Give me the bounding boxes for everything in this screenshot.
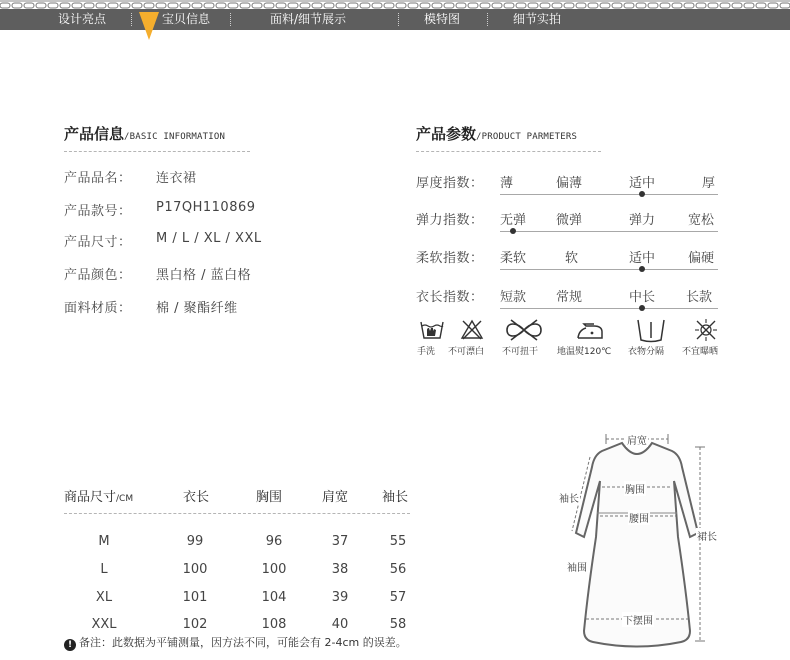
chain-link	[384, 3, 394, 8]
chain-link	[744, 3, 754, 8]
param-label-thickness: 厚度指数：	[416, 176, 484, 191]
info-value-size: M / L / XL / XXL	[156, 231, 262, 246]
nav-item-fabric-details[interactable]: 面料/细节展示	[270, 12, 347, 26]
chain-link	[264, 3, 274, 8]
param-option: 无弹	[500, 213, 527, 228]
diagram-label-cuff: 袖围	[566, 559, 588, 574]
diagram-label-sleeve: 袖长	[558, 490, 580, 505]
chain-link	[180, 3, 190, 8]
chain-link	[168, 3, 178, 8]
info-value-style-no: P17QH110869	[156, 200, 256, 215]
hand-wash-icon	[418, 318, 446, 342]
size-table-divider	[64, 513, 410, 514]
chain-link	[216, 3, 226, 8]
chain-link	[228, 3, 238, 8]
chain-link	[348, 3, 358, 8]
decorative-chain-border	[0, 0, 790, 9]
chain-link	[612, 3, 622, 8]
param-selected-dot	[510, 228, 516, 234]
size-table-title	[64, 486, 133, 505]
nav-item-model-photos[interactable]: 模特图	[424, 12, 461, 26]
size-cell-size: M	[98, 534, 110, 549]
chain-link	[468, 3, 478, 8]
chain-link	[636, 3, 646, 8]
diagram-label-waist: 腰围	[628, 510, 650, 525]
size-cell: 96	[265, 534, 283, 549]
chain-link	[300, 3, 310, 8]
param-selected-dot	[639, 266, 645, 272]
chain-link	[288, 3, 298, 8]
chain-link	[0, 3, 10, 8]
nav-item-detail-shots[interactable]: 细节实拍	[513, 12, 562, 26]
chain-link	[144, 3, 154, 8]
chain-link	[492, 3, 502, 8]
param-option: 适中	[629, 176, 656, 191]
size-cell-size: XL	[95, 590, 113, 605]
info-label-style-no: 产品款号：	[64, 204, 132, 219]
chain-link	[60, 3, 70, 8]
active-nav-marker	[139, 12, 159, 40]
chain-link	[684, 3, 694, 8]
param-option: 偏硬	[688, 251, 715, 266]
size-col-chest: 胸围	[256, 490, 283, 505]
chain-link	[420, 3, 430, 8]
chain-link	[156, 3, 166, 8]
chain-link	[96, 3, 106, 8]
param-option: 薄	[500, 176, 514, 191]
chain-link	[432, 3, 442, 8]
chain-link	[84, 3, 94, 8]
chain-link	[240, 3, 250, 8]
care-label-separate: 衣物分隔	[628, 347, 665, 357]
chain-link	[360, 3, 370, 8]
chain-link	[696, 3, 706, 8]
nav-separator	[131, 13, 132, 26]
chain-link	[588, 3, 598, 8]
care-label-no-sun: 不宜曝晒	[682, 347, 719, 357]
diagram-label-hem: 下摆围	[622, 612, 654, 627]
param-option: 厚	[702, 176, 716, 191]
chain-link	[72, 3, 82, 8]
size-cell: 40	[331, 617, 349, 632]
exclamation-icon: !	[64, 639, 76, 651]
chain-link	[552, 3, 562, 8]
size-col-shoulder: 肩宽	[322, 490, 349, 505]
chain-link	[444, 3, 454, 8]
param-label-length: 衣长指数：	[416, 290, 484, 305]
nav-separator	[230, 13, 231, 26]
chain-link	[192, 3, 202, 8]
info-label-name: 产品品名：	[64, 171, 132, 186]
size-cell: 56	[389, 562, 407, 577]
chain-link	[768, 3, 778, 8]
chain-link	[516, 3, 526, 8]
param-option: 软	[565, 251, 579, 266]
measurement-note	[64, 634, 407, 651]
chain-link	[756, 3, 766, 8]
chain-link	[24, 3, 34, 8]
chain-link	[48, 3, 58, 8]
size-col-length: 衣长	[183, 490, 210, 505]
chain-link	[324, 3, 334, 8]
product-info-subtitle: /BASIC INFORMATION	[124, 132, 226, 142]
param-option: 弹力	[629, 213, 656, 228]
care-label-hand-wash: 手洗	[417, 347, 436, 357]
nav-separator	[487, 13, 488, 26]
product-params-title	[416, 123, 577, 144]
nav-bar	[0, 9, 790, 30]
size-cell: 58	[389, 617, 407, 632]
param-option: 长款	[686, 290, 713, 305]
chain-link	[528, 3, 538, 8]
param-option: 常规	[556, 290, 583, 305]
size-cell: 39	[331, 590, 349, 605]
size-table-unit: /CM	[116, 494, 134, 504]
chain-link	[204, 3, 214, 8]
info-value-material: 棉 / 聚酯纤维	[156, 301, 238, 316]
info-label-color: 产品颜色：	[64, 268, 132, 283]
care-label-low-iron: 地温熨120℃	[557, 347, 612, 357]
care-label-no-bleach: 不可漂白	[448, 347, 485, 357]
size-cell: 102	[182, 617, 208, 632]
nav-separator	[398, 13, 399, 26]
chain-link	[480, 3, 490, 8]
size-cell: 57	[389, 590, 407, 605]
info-label-material: 面料材质：	[64, 301, 132, 316]
chain-link	[600, 3, 610, 8]
chain-link	[276, 3, 286, 8]
chain-link	[312, 3, 322, 8]
size-cell: 38	[331, 562, 349, 577]
chain-link	[336, 3, 346, 8]
size-cell-size: L	[100, 562, 108, 577]
chain-link	[132, 3, 142, 8]
chain-link	[660, 3, 670, 8]
param-selected-dot	[639, 191, 645, 197]
size-cell: 101	[182, 590, 208, 605]
param-scale-line	[500, 194, 718, 195]
chain-link	[780, 3, 790, 8]
chain-link	[408, 3, 418, 8]
size-cell: 100	[261, 562, 287, 577]
no-wring-icon	[503, 318, 545, 342]
chain-link	[732, 3, 742, 8]
param-label-elasticity: 弹力指数：	[416, 213, 484, 228]
nav-item-product-info[interactable]: 宝贝信息	[162, 12, 211, 26]
param-label-softness: 柔软指数：	[416, 251, 484, 266]
product-params-heading: 产品参数	[416, 125, 477, 143]
diagram-label-shoulder: 肩宽	[626, 432, 648, 447]
chain-link	[504, 3, 514, 8]
nav-item-design[interactable]: 设计亮点	[58, 12, 107, 26]
product-info-title	[64, 123, 225, 144]
diagram-label-chest: 胸围	[624, 481, 646, 496]
param-scale-line	[500, 231, 718, 232]
param-option: 柔软	[500, 251, 527, 266]
param-option: 短款	[500, 290, 527, 305]
size-cell: 108	[261, 617, 287, 632]
param-option: 偏薄	[556, 176, 583, 191]
diagram-label-length: 裙长	[696, 528, 718, 543]
section-divider	[64, 151, 250, 152]
size-table-heading: 商品尺寸	[64, 490, 117, 505]
param-option: 适中	[629, 251, 656, 266]
param-scale-line	[500, 269, 718, 270]
chain-link	[624, 3, 634, 8]
chain-link	[36, 3, 46, 8]
param-scale-line	[500, 308, 718, 309]
param-option: 宽松	[688, 213, 715, 228]
size-cell: 104	[261, 590, 287, 605]
chain-link	[120, 3, 130, 8]
size-cell: 99	[186, 534, 204, 549]
chain-link	[672, 3, 682, 8]
chain-link	[456, 3, 466, 8]
section-divider	[416, 151, 601, 152]
chain-link	[720, 3, 730, 8]
info-value-color: 黑白格 / 蓝白格	[156, 268, 252, 283]
size-cell-size: XXL	[91, 617, 117, 632]
care-label-no-wring: 不可扭干	[502, 347, 539, 357]
no-sun-dry-icon	[694, 318, 718, 342]
chain-link	[12, 3, 22, 8]
low-iron-icon	[574, 318, 606, 342]
chain-link	[396, 3, 406, 8]
info-value-name: 连衣裙	[156, 171, 197, 186]
chain-link	[576, 3, 586, 8]
size-cell: 37	[331, 534, 349, 549]
size-col-sleeve: 袖长	[382, 490, 409, 505]
param-selected-dot	[639, 305, 645, 311]
info-label-size: 产品尺寸：	[64, 235, 132, 250]
size-cell: 55	[389, 534, 407, 549]
chain-link	[648, 3, 658, 8]
chain-link	[252, 3, 262, 8]
param-option: 中长	[629, 290, 656, 305]
chain-link	[540, 3, 550, 8]
no-bleach-icon	[460, 318, 484, 342]
chain-link	[108, 3, 118, 8]
param-option: 微弹	[556, 213, 583, 228]
chain-link	[372, 3, 382, 8]
measurement-note-text: 备注：此数据为平铺测量，因方法不同，可能会有 2-4cm 的误差。	[79, 636, 407, 649]
separate-wash-icon	[636, 318, 666, 344]
chain-link	[708, 3, 718, 8]
product-params-subtitle: /PRODUCT PARMETERS	[476, 132, 578, 142]
size-cell: 100	[182, 562, 208, 577]
chain-link	[564, 3, 574, 8]
product-info-heading: 产品信息	[64, 125, 125, 143]
